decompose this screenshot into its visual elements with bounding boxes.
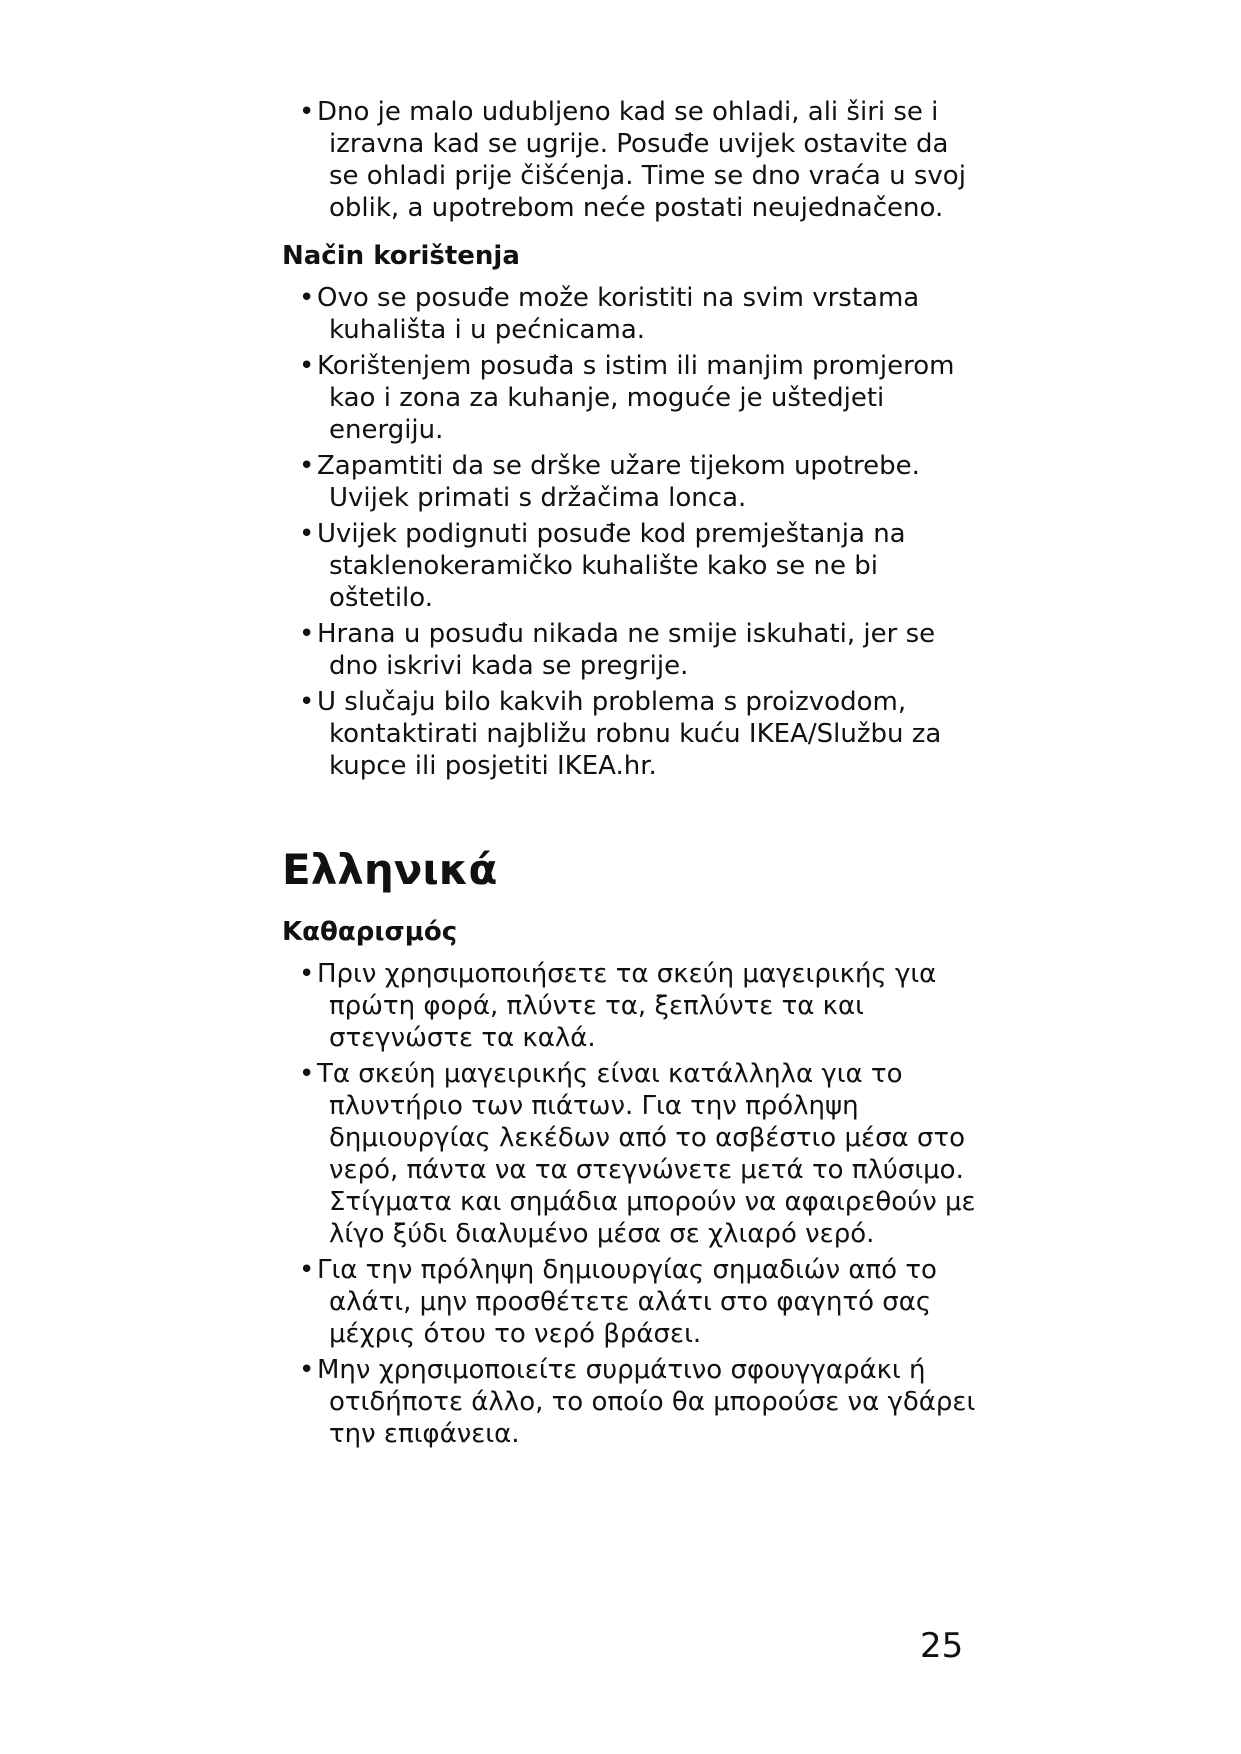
list-item: • Πριν χρησιμοποιήσετε τα σκεύη μαγειρικής για πρώτη φορά, πλύντε τα, ξεπλύντε τα και στεγνώστε τα καλά.: [299, 959, 937, 1053]
bullet-icon: •: [299, 97, 315, 127]
language-section-title: Ελληνικά: [282, 845, 498, 894]
list-item: • Uvijek podignuti posuđe kod premještanja na staklenokeramičko kuhalište kako se ne bi oštetilo.: [299, 519, 906, 613]
cleaning-bullet-list: [282, 958, 982, 1450]
bullet-icon: •: [299, 1355, 315, 1385]
cleaning-heading: Καθαρισμός: [282, 917, 458, 947]
bullet-icon: •: [299, 1255, 315, 1285]
bullet-icon: •: [299, 351, 315, 381]
list-item: • Hrana u posuđu nikada ne smije iskuhati, jer se dno iskrivi kada se pregrije.: [299, 619, 936, 681]
bullet-icon: •: [299, 959, 315, 989]
bullet-icon: •: [299, 687, 315, 717]
list-item: • U slučaju bilo kakvih problema s proizvodom, kontaktirati najbližu robnu kuću IKEA/Službu za kupce ili posjetiti IKEA.hr.: [299, 687, 942, 781]
intro-bullet-list: [282, 96, 982, 224]
list-item: • Ovo se posuđe može koristiti na svim vrstama kuhališta i u pećnicama.: [299, 283, 920, 345]
bullet-icon: •: [299, 451, 315, 481]
bullet-icon: •: [299, 1059, 315, 1089]
bullet-icon: •: [299, 519, 315, 549]
list-item: • Zapamtiti da se drške užare tijekom upotrebe. Uvijek primati s držačima lonca.: [299, 451, 920, 513]
usage-heading: Način korištenja: [282, 241, 520, 271]
bullet-icon: •: [299, 619, 315, 649]
list-item: • Dno je malo udubljeno kad se ohladi, ali širi se i izravna kad se ugrije. Posuđe uvijek ostavite da se ohladi prije čišćenja. Time se dno vraća u svoj oblik, a upotrebom neće postati neujednačeno.: [299, 97, 966, 223]
page-content: [282, 96, 982, 1454]
list-item: • Μην χρησιμοποιείτε συρμάτινο σφουγγαράκι ή οτιδήποτε άλλο, το οποίο θα μπορούσε να γδάρει την επιφάνεια.: [299, 1355, 976, 1449]
usage-bullet-list: [282, 282, 982, 782]
bullet-icon: •: [299, 283, 315, 313]
list-item: • Korištenjem posuđa s istim ili manjim promjerom kao i zona za kuhanje, moguće je uštedjeti energiju.: [299, 351, 955, 445]
list-item: • Για την πρόληψη δημιουργίας σημαδιών από το αλάτι, μην προσθέτετε αλάτι στο φαγητό σας μέχρις ότου το νερό βράσει.: [299, 1255, 937, 1349]
list-item: • Τα σκεύη μαγειρικής είναι κατάλληλα για το πλυντήριο των πιάτων. Για την πρόληψη δημιουργίας λεκέδων από το ασβέστιο μέσα στο νερό, πάντα να τα στεγνώνετε μετά το πλύσιμο. Στίγματα και σημάδια μπορούν να αφαιρεθούν με λίγο ξύδι διαλυμένο μέσα σε χλιαρό νερό.: [299, 1059, 976, 1249]
page-number: 25: [920, 1626, 964, 1666]
